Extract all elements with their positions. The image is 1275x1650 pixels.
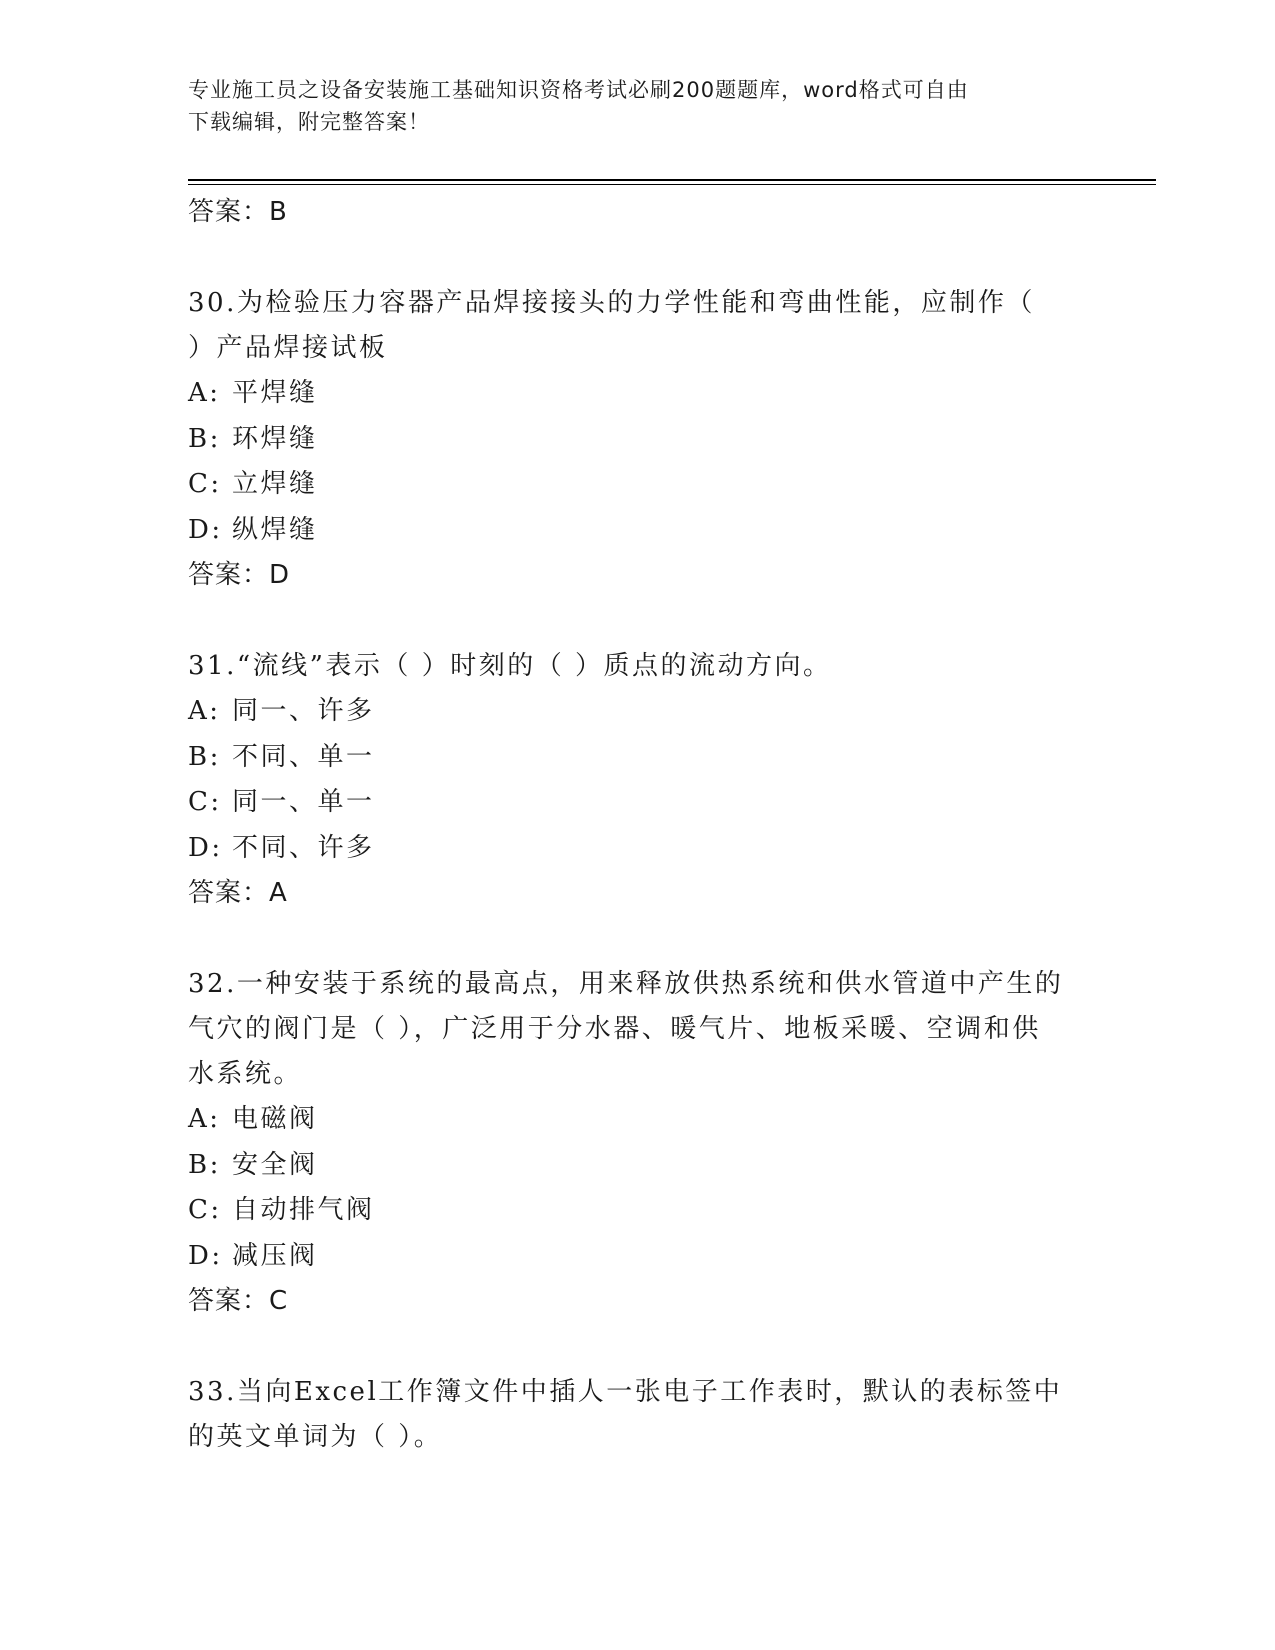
question-30: [188, 281, 1088, 597]
option-text: 立焊缝: [232, 469, 318, 499]
option-text: 同一、单一: [232, 787, 375, 817]
question-33: [188, 1370, 1088, 1460]
option-b: [188, 1143, 1088, 1189]
option-text: 电磁阀: [232, 1104, 318, 1134]
question-32: [188, 962, 1088, 1323]
answer-line: 答案：A: [188, 878, 288, 908]
option-text: 环焊缝: [232, 423, 318, 454]
option-letter: C:: [188, 787, 222, 817]
option-letter: A:: [188, 1104, 221, 1134]
option-text: 减压阀: [232, 1240, 318, 1271]
question-text-line: 水系统。: [188, 1059, 303, 1089]
answer-line: 答案：D: [188, 560, 291, 590]
answer-line: 答案：C: [188, 1286, 289, 1316]
header-rule-thin: [188, 184, 1156, 185]
option-a: [188, 689, 1088, 735]
option-a: [188, 1097, 1088, 1143]
question-list: [188, 190, 1088, 1460]
option-c: [188, 1188, 1088, 1234]
option-text: 平焊缝: [232, 378, 318, 408]
option-a: [188, 371, 1088, 417]
option-b: [188, 735, 1088, 781]
question-text-line: 气穴的阀门是（ ），广泛用于分水器、暖气片、地板采暖、空调和供: [188, 1014, 1041, 1044]
option-d: [188, 826, 1088, 872]
option-b: [188, 417, 1088, 463]
option-letter: D:: [188, 1240, 223, 1271]
question-31: [188, 644, 1088, 915]
option-letter: D:: [188, 832, 223, 863]
option-c: [188, 780, 1088, 826]
question-text-line: 33.当向Excel工作簿文件中插人一张电子工作表时，默认的表标签中: [188, 1377, 1063, 1407]
option-text: 不同、单一: [232, 741, 375, 772]
option-letter: B:: [188, 741, 221, 772]
option-letter: A:: [188, 696, 221, 726]
answer-line: 答案：B: [188, 197, 288, 227]
option-letter: C:: [188, 1195, 222, 1225]
option-letter: C:: [188, 469, 222, 499]
option-letter: D:: [188, 514, 223, 545]
question-text-line: 31.“流线”表示（ ）时刻的（ ）质点的流动方向。: [188, 651, 832, 681]
option-text: 同一、许多: [232, 696, 375, 726]
option-letter: A:: [188, 378, 221, 408]
header-rule-thick: [188, 179, 1156, 181]
question-text-line: 的英文单词为（ ）。: [188, 1422, 443, 1452]
option-text: 安全阀: [232, 1149, 318, 1180]
option-text: 自动排气阀: [232, 1195, 375, 1225]
question-text-line: ）产品焊接试板: [188, 333, 388, 363]
option-text: 纵焊缝: [232, 514, 318, 545]
option-text: 不同、许多: [232, 832, 375, 863]
question-text-line: 30.为检验压力容器产品焊接接头的力学性能和弯曲性能，应制作（: [188, 288, 1035, 318]
header-line-1: 专业施工员之设备安装施工基础知识资格考试必刷200题题库，word格式可自由: [188, 78, 969, 102]
option-c: [188, 462, 1088, 508]
option-letter: B:: [188, 423, 221, 454]
document-header: [188, 74, 1068, 138]
option-letter: B:: [188, 1149, 221, 1180]
header-line-2: 下载编辑，附完整答案！: [188, 110, 430, 134]
question-text-line: 32.一种安装于系统的最高点，用来释放供热系统和供水管道中产生的: [188, 969, 1064, 999]
option-d: [188, 508, 1088, 554]
option-d: [188, 1234, 1088, 1280]
